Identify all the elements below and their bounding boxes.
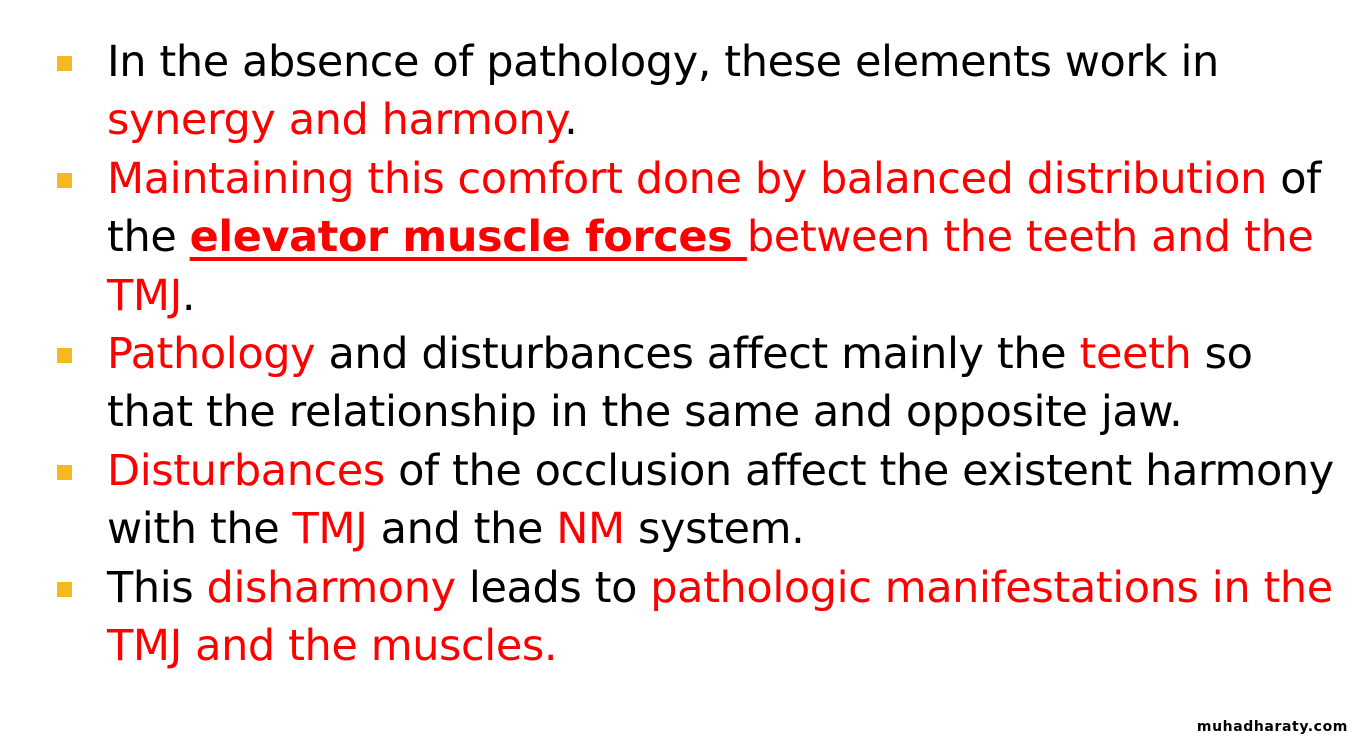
text-segment: so that the relationship in the same and opposite jaw. — [107, 329, 1253, 438]
bullet-square-icon — [57, 56, 72, 71]
bullet-square-icon — [57, 173, 72, 188]
text-segment-highlight: NM — [556, 504, 625, 555]
text-segment: This — [107, 562, 207, 613]
text-segment: of the occlusion affect the existent harmony with the — [107, 445, 1334, 555]
text-segment: leads to — [455, 562, 651, 613]
text-segment: and the — [367, 504, 557, 555]
text-segment-highlight: teeth — [1079, 329, 1192, 380]
text-segment-emphasis: elevator muscle forces — [189, 212, 747, 263]
bullet-item — [57, 442, 1347, 559]
text-segment: of the — [107, 153, 1321, 263]
text-segment-highlight: disharmony — [206, 562, 456, 613]
text-segment: and disturbances affect mainly the — [315, 329, 1080, 380]
text-segment-highlight: synergy and harmony — [107, 95, 565, 146]
text-segment: system. — [624, 504, 805, 555]
text-segment: . — [564, 95, 578, 146]
text-segment-highlight: Pathology — [107, 329, 316, 380]
text-segment-highlight: Maintaining this comfort done by balanced distribution — [107, 153, 1267, 204]
bullet-list — [57, 33, 1347, 675]
bullet-item — [57, 559, 1347, 676]
bullet-item — [57, 325, 1347, 442]
bullet-square-icon — [57, 465, 72, 480]
bullet-item — [57, 33, 1347, 150]
text-segment-highlight: TMJ — [292, 504, 368, 555]
text-segment-highlight: between the teeth and the TMJ — [107, 212, 1314, 321]
text-segment: In the absence of pathology, these elements work in — [107, 37, 1219, 87]
text-segment-highlight: pathologic manifestations in the TMJ and the muscles. — [107, 562, 1333, 672]
watermark: muhadharaty.com — [1196, 719, 1348, 735]
text-segment: . — [181, 270, 196, 321]
bullet-item — [57, 150, 1347, 325]
bullet-square-icon — [57, 348, 72, 363]
bullet-square-icon — [57, 582, 72, 597]
text-segment-highlight: Disturbances — [107, 445, 385, 496]
